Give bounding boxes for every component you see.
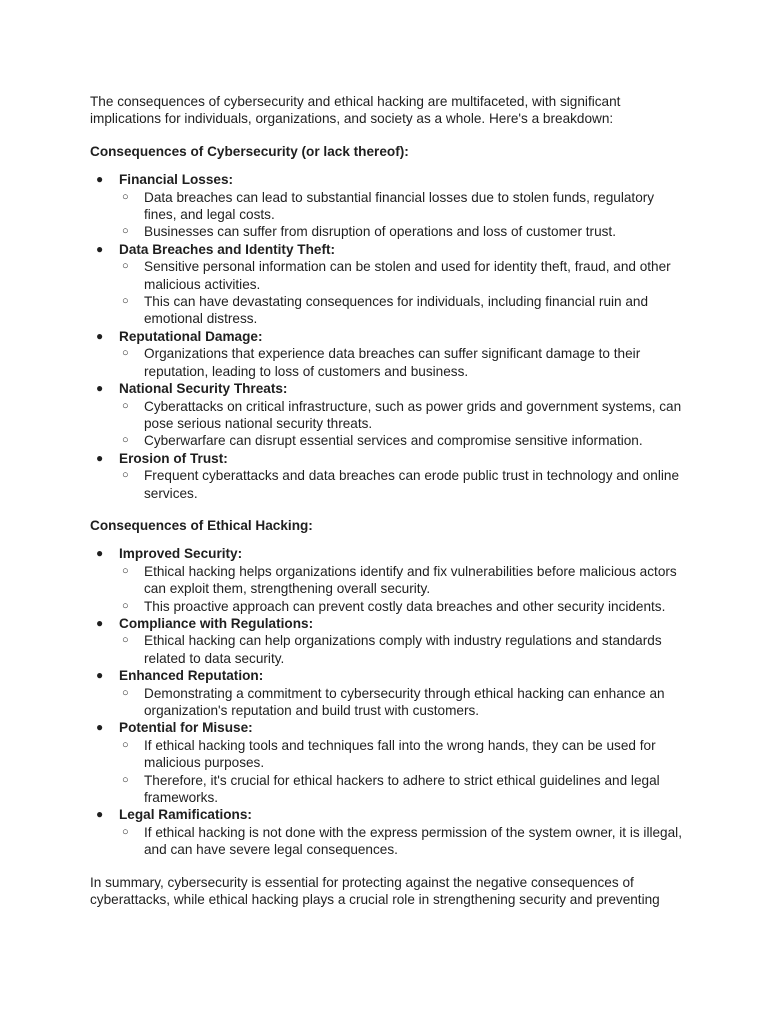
sub-list-item: [119, 345, 690, 380]
hollow-bullet-icon: ○: [122, 773, 129, 786]
hollow-bullet-icon: ○: [122, 686, 129, 699]
item-title: Compliance with Regulations:: [119, 615, 314, 631]
item-title: Potential for Misuse:: [119, 720, 253, 736]
sub-item-text: Data breaches can lead to substantial financial losses due to stolen funds, regulatory fines, and legal costs.: [144, 189, 655, 223]
sub-list-item: [119, 189, 690, 224]
bullet-icon: ●: [96, 381, 104, 396]
list-item-improved-security: [90, 545, 690, 615]
item-title: Reputational Damage:: [119, 328, 263, 344]
sub-item-text: Frequent cyberattacks and data breaches can erode public trust in technology and online services.: [144, 468, 680, 501]
item-title: Financial Losses:: [119, 172, 234, 188]
sub-item-text: If ethical hacking tools and techniques fall into the wrong hands, they can be used for malicious purposes.: [144, 737, 656, 771]
list-item-potential-misuse: [90, 719, 690, 806]
sub-list: [119, 563, 690, 615]
sub-list: [119, 824, 690, 859]
sub-item-text: This can have devastating consequences for individuals, including financial ruin and emotional distress.: [144, 294, 649, 327]
ethical-hacking-consequences-list: [90, 545, 690, 858]
sub-list: [119, 685, 690, 720]
document-page: [90, 93, 690, 908]
hollow-bullet-icon: ○: [122, 399, 129, 412]
hollow-bullet-icon: ○: [122, 469, 129, 482]
sub-list: [119, 189, 690, 241]
sub-list: [119, 632, 690, 667]
list-item-compliance: [90, 615, 690, 667]
list-item-enhanced-reputation: [90, 667, 690, 719]
hollow-bullet-icon: ○: [122, 634, 129, 647]
sub-list-item: [119, 598, 690, 615]
section-heading-ethical-hacking: Consequences of Ethical Hacking:: [90, 517, 313, 533]
bullet-icon: ●: [96, 172, 104, 187]
bullet-icon: ●: [96, 328, 104, 343]
sub-list: [119, 345, 690, 380]
sub-list-item: [119, 258, 690, 293]
hollow-bullet-icon: ○: [122, 825, 129, 838]
bullet-icon: ●: [96, 807, 104, 822]
hollow-bullet-icon: ○: [122, 295, 129, 308]
hollow-bullet-icon: ○: [122, 564, 129, 577]
sub-list-item: [119, 632, 690, 667]
bullet-icon: ●: [96, 668, 104, 683]
sub-list-item: [119, 467, 690, 502]
hollow-bullet-icon: ○: [122, 599, 129, 612]
item-title: Improved Security:: [119, 546, 243, 562]
sub-item-text: Cyberwarfare can disrupt essential services and compromise sensitive information.: [144, 433, 643, 449]
sub-item-text: If ethical hacking is not done with the express permission of the system owner, it is illegal, and can have severe legal consequences.: [144, 824, 682, 858]
section-heading-cybersecurity: Consequences of Cybersecurity (or lack thereof):: [90, 143, 409, 159]
hollow-bullet-icon: ○: [122, 260, 129, 273]
item-title: Enhanced Reputation:: [119, 668, 264, 684]
list-item-legal-ramifications: [90, 806, 690, 858]
sub-list-item: [119, 824, 690, 859]
sub-item-text: Sensitive personal information can be stolen and used for identity theft, fraud, and other malicious activities.: [144, 259, 671, 292]
intro-paragraph: The consequences of cybersecurity and ethical hacking are multifaceted, with significant implications for individuals, organizations, and society as a whole. Here's a breakdown:: [90, 94, 621, 127]
list-item-erosion-of-trust: [90, 450, 690, 502]
list-item-national-security: [90, 380, 690, 450]
cybersecurity-consequences-list: [90, 171, 690, 502]
sub-list-item: [119, 772, 690, 807]
hollow-bullet-icon: ○: [122, 738, 129, 751]
list-item-financial-losses: [90, 171, 690, 241]
bullet-icon: ●: [96, 546, 104, 561]
list-item-reputational-damage: [90, 328, 690, 380]
sub-item-text: This proactive approach can prevent costly data breaches and other security incidents.: [144, 598, 666, 614]
sub-item-text: Cyberattacks on critical infrastructure, such as power grids and government systems, can pose serious national security threats.: [144, 398, 682, 431]
list-item-data-breaches: [90, 241, 690, 328]
sub-list: [119, 398, 690, 450]
bullet-icon: ●: [96, 720, 104, 735]
hollow-bullet-icon: ○: [122, 434, 129, 447]
sub-list-item: [119, 685, 690, 720]
sub-list: [119, 258, 690, 328]
sub-list-item: [119, 398, 690, 433]
sub-list-item: [119, 563, 690, 598]
sub-list-item: [119, 293, 690, 328]
sub-item-text: Ethical hacking helps organizations identify and fix vulnerabilities before malicious actors can exploit them, strengthening overall security.: [144, 563, 677, 597]
sub-item-text: Businesses can suffer from disruption of operations and loss of customer trust.: [144, 224, 616, 240]
sub-list-item: [119, 737, 690, 772]
sub-list: [119, 737, 690, 807]
sub-item-text: Therefore, it's crucial for ethical hackers to adhere to strict ethical guidelines and legal frameworks.: [144, 772, 660, 806]
sub-item-text: Demonstrating a commitment to cybersecurity through ethical hacking can enhance an organization's reputation and build trust with customers.: [144, 685, 665, 718]
sub-list-item: [119, 223, 690, 240]
summary-paragraph: In summary, cybersecurity is essential for protecting against the negative consequences of cyberattacks, while ethical hacking plays a crucial role in strengthening security and preventing: [90, 874, 660, 908]
bullet-icon: ●: [96, 450, 104, 465]
hollow-bullet-icon: ○: [122, 347, 129, 360]
sub-list-item: [119, 432, 690, 449]
sub-list: [119, 467, 690, 502]
sub-item-text: Ethical hacking can help organizations comply with industry regulations and standards related to data security.: [144, 633, 662, 666]
bullet-icon: ●: [96, 615, 104, 630]
item-title: National Security Threats:: [119, 381, 288, 397]
bullet-icon: ●: [96, 241, 104, 256]
sub-item-text: Organizations that experience data breaches can suffer significant damage to their reputation, leading to loss of customers and business.: [144, 346, 641, 379]
item-title: Data Breaches and Identity Theft:: [119, 241, 336, 257]
item-title: Erosion of Trust:: [119, 450, 228, 466]
item-title: Legal Ramifications:: [119, 807, 252, 823]
hollow-bullet-icon: ○: [122, 225, 129, 238]
hollow-bullet-icon: ○: [122, 190, 129, 203]
